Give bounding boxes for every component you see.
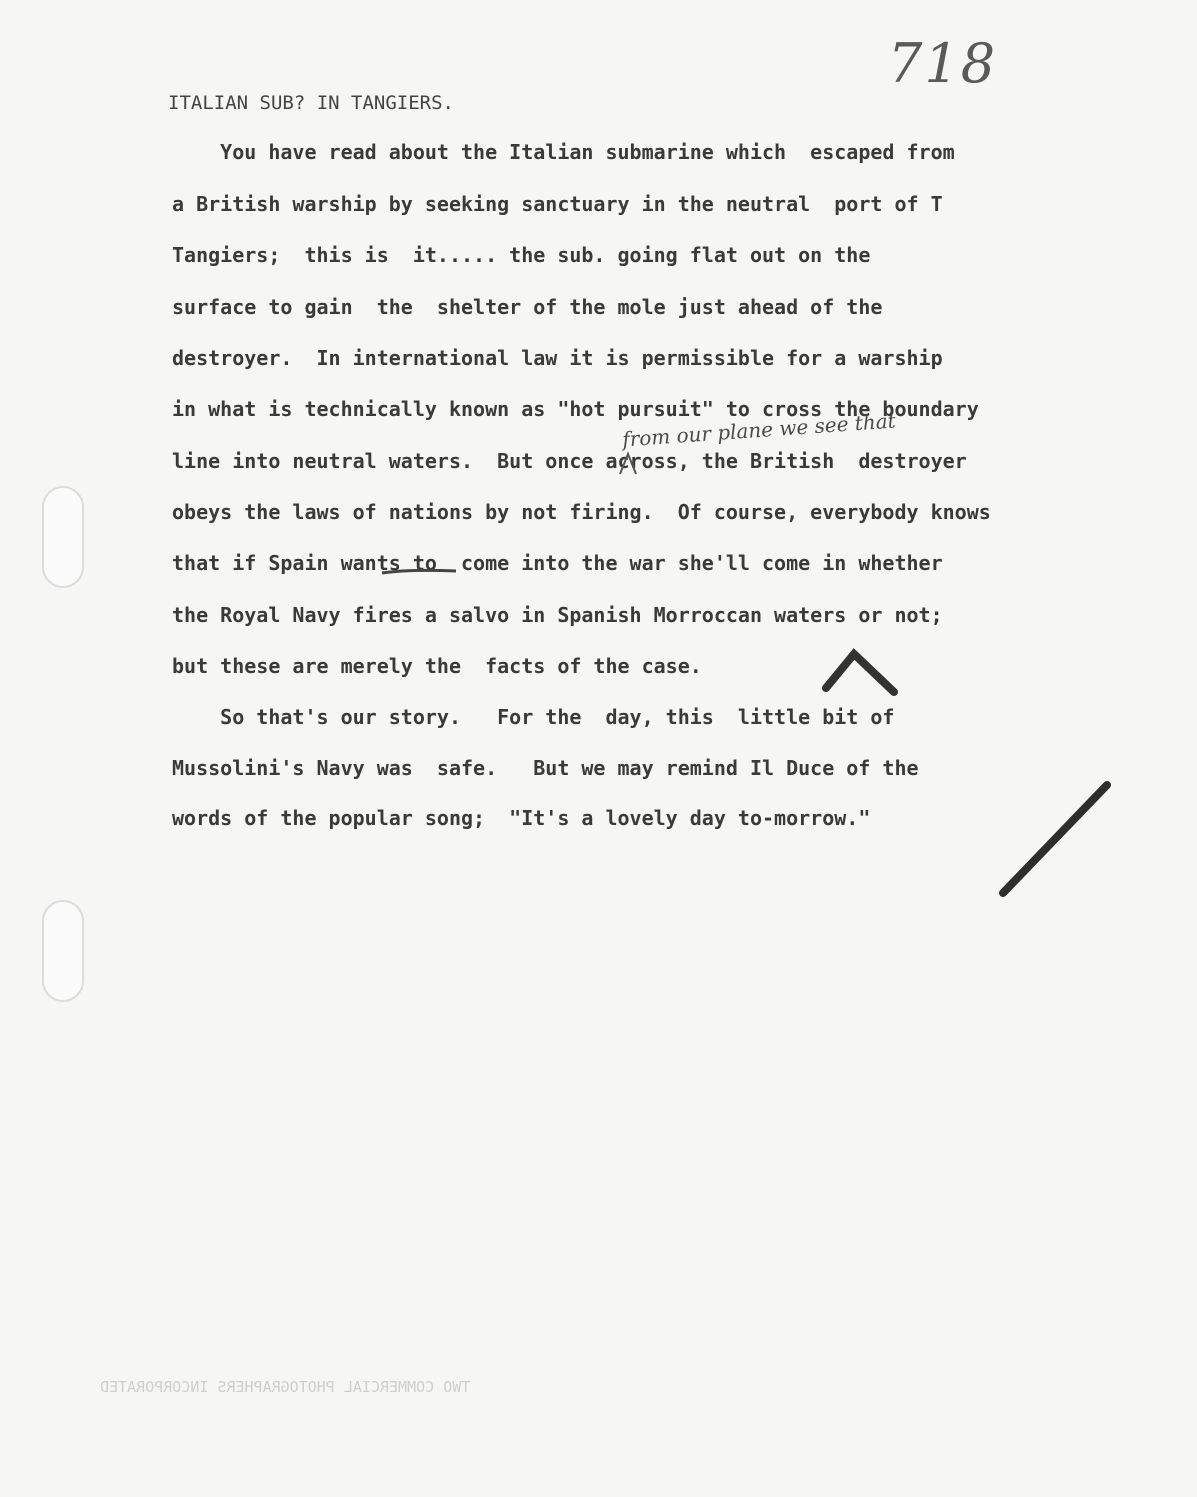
punch-hole-bottom (42, 900, 84, 1002)
underline-mark (380, 565, 460, 579)
text-line: a British warship by seeking sanctuary in the neutral port of T (172, 192, 943, 216)
end-slash-mark (995, 775, 1115, 905)
paragraph-end-mark (820, 640, 900, 700)
text-line: You have read about the Italian submarine which escaped from (172, 140, 955, 164)
text-line: Tangiers; this is it..... the sub. going flat out on the (172, 243, 871, 267)
text-line: Mussolini's Navy was safe. But we may remind Il Duce of the (172, 756, 919, 780)
bleed-through-text: TWO COMMERCIAL PHOTOGRAPHERS INCORPORATED (100, 1378, 471, 1396)
document-title: ITALIAN SUB? IN TANGIERS. (168, 92, 454, 114)
text-line: So that's our story. For the day, this little bit of (172, 705, 895, 729)
text-line: surface to gain the shelter of the mole just ahead of the (172, 295, 883, 319)
text-line: the Royal Navy fires a salvo in Spanish Morroccan waters or not; (172, 603, 943, 627)
text-line: words of the popular song; "It's a lovely day to-morrow." (172, 806, 871, 830)
caret-mark (616, 440, 646, 480)
text-line: destroyer. In international law it is permissible for a warship (172, 346, 943, 370)
page-number: 718 (888, 32, 998, 95)
text-line: in what is technically known as "hot pursuit" to cross the boundary (172, 397, 979, 421)
punch-hole-top (42, 486, 84, 588)
text-line: obeys the laws of nations by not firing. Of course, everybody knows (172, 500, 991, 524)
text-line: that if Spain wants to come into the war she'll come in whether (172, 551, 943, 575)
handwritten-insertion: from our plane we see that (621, 408, 897, 452)
text-line: but these are merely the facts of the case. (172, 654, 702, 678)
text-line: line into neutral waters. But once across, the British destroyer (172, 449, 967, 473)
